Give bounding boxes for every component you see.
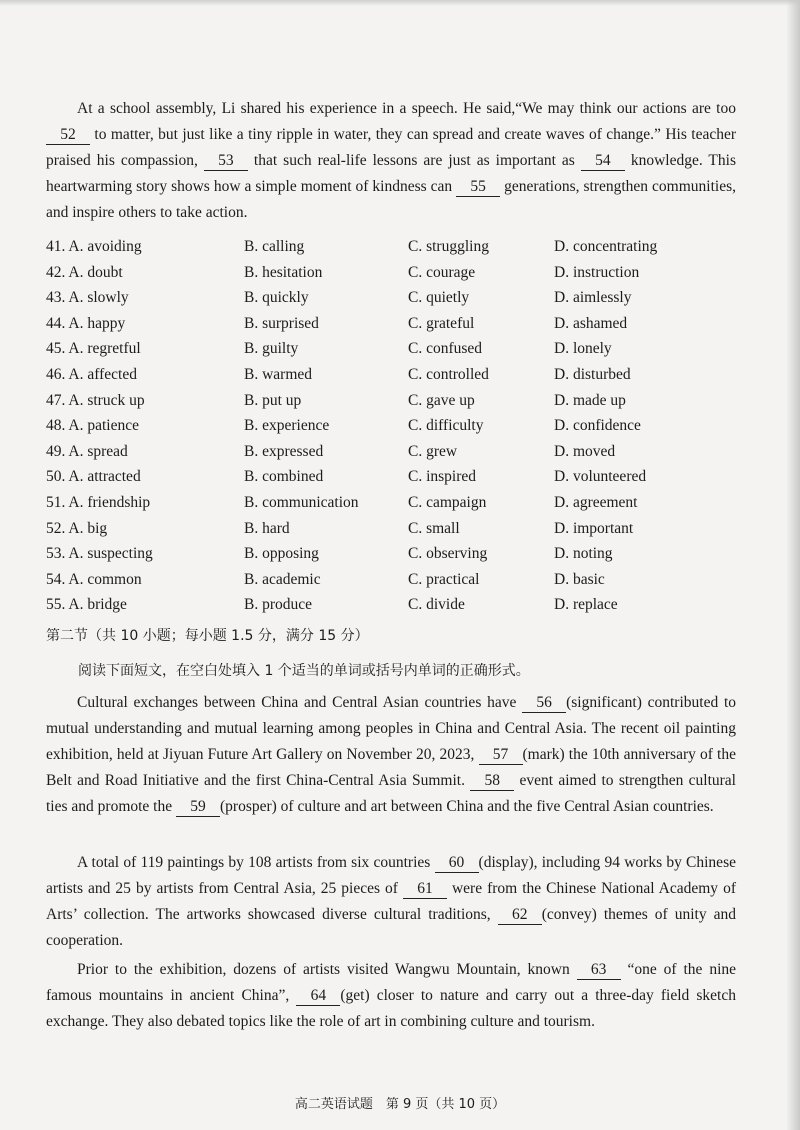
option-c: C. grateful [408, 314, 475, 332]
option-a: 53. A. suspecting [46, 545, 153, 563]
option-d: D. lonely [554, 340, 612, 358]
option-row [46, 592, 746, 618]
option-d: D. moved [554, 442, 616, 460]
option-b: B. calling [244, 238, 305, 255]
option-c: C. small [408, 519, 460, 537]
option-d: D. volunteered [554, 468, 647, 486]
passage-text: (get) closer to nature and carry out a three-day field sketch exchange. They also debated topics like the role of art in combining culture and tourism. [46, 987, 736, 1030]
blank-55: 55 [456, 178, 500, 197]
option-d: D. replace [554, 596, 618, 614]
option-d: D. ashamed [554, 314, 628, 332]
option-d: D. concentrating [554, 238, 658, 255]
option-row [46, 490, 746, 516]
blank-63: 63 [577, 961, 621, 980]
passage-text: were from the Chinese National Academy of Arts’ collection. The artworks showcased diverse cultural traditions, [46, 880, 736, 923]
option-a: 48. A. patience [46, 417, 139, 435]
option-b: B. hard [244, 519, 290, 537]
option-b: B. guilty [244, 340, 299, 358]
option-d: D. disturbed [554, 365, 631, 383]
option-c: C. struggling [408, 238, 489, 255]
passage-text: At a school assembly, Li shared his experience in a speech. He said,“We may think our actions are too [77, 100, 736, 117]
option-b: B. hesitation [244, 263, 323, 281]
option-a: 54. A. common [46, 570, 142, 588]
blank-58: 58 [470, 772, 514, 791]
option-a: 42. A. doubt [46, 263, 123, 281]
grammar-passage-paragraph-3 [46, 957, 736, 1035]
option-row [46, 260, 746, 286]
option-d: D. basic [554, 570, 605, 588]
section-heading: 第二节（共 10 小题；每小题 1.5 分，满分 15 分） [46, 628, 369, 644]
blank-61: 61 [403, 880, 447, 899]
option-a: 50. A. attracted [46, 468, 141, 486]
blank-53: 53 [204, 152, 248, 171]
blank-59: 59 [176, 798, 220, 817]
option-a: 52. A. big [46, 519, 108, 537]
option-b: B. produce [244, 596, 313, 614]
page-shadow-right [786, 0, 800, 1130]
option-b: B. expressed [244, 442, 324, 460]
option-row [46, 311, 746, 337]
option-c: C. gave up [408, 391, 475, 409]
passage-text: (convey) themes of unity and cooperation. [46, 906, 737, 949]
page-shadow-top [0, 0, 800, 6]
passage-text: Prior to the exhibition, dozens of artists visited Wangwu Mountain, known [77, 961, 577, 978]
option-a: 43. A. slowly [46, 289, 129, 307]
option-row [46, 362, 746, 388]
passage-text: (mark) the 10th anniversary of the Belt and Road Initiative and the first China-Central Asia Summit. [46, 746, 736, 789]
option-c: C. inspired [408, 468, 477, 486]
option-a: 49. A. spread [46, 442, 128, 460]
blank-56: 56 [522, 694, 566, 713]
cloze-passage-ending [46, 96, 736, 226]
passage-text: (prosper) of culture and art between China and the five Central Asian countries. [220, 798, 714, 815]
option-b: B. combined [244, 468, 324, 486]
option-c: C. divide [408, 596, 465, 614]
option-d: D. made up [554, 391, 626, 409]
option-row [46, 413, 746, 439]
option-row [46, 567, 746, 593]
passage-text: (display), including 94 works by Chinese artists and 25 by artists from Central Asia, 25 pieces of [46, 854, 736, 897]
option-d: D. instruction [554, 263, 640, 281]
option-d: D. confidence [554, 417, 641, 435]
option-a: 41. A. avoiding [46, 238, 142, 255]
page-footer: 高二英语试题 第 9 页（共 10 页） [294, 1097, 506, 1112]
option-c: C. observing [408, 545, 488, 563]
option-b: B. warmed [244, 365, 313, 383]
option-c: C. courage [408, 263, 476, 281]
option-row [46, 285, 746, 311]
passage-text: knowledge. This heartwarming story shows how a simple moment of kindness can [46, 152, 736, 195]
option-b: B. opposing [244, 545, 319, 563]
blank-60: 60 [435, 854, 479, 873]
passage-text: Cultural exchanges between China and Central Asian countries have [77, 694, 523, 711]
passage-text: that such real-life lessons are just as important as [247, 152, 581, 169]
passage-text: (significant) contributed to mutual understanding and mutual learning among peoples in China and Central Asia. The recent oil painting exhibition, held at Jiyuan Future Art Gallery on November 20, 2023, [46, 694, 736, 763]
option-d: D. noting [554, 545, 613, 563]
blank-57: 57 [479, 746, 523, 765]
blank-64: 64 [296, 987, 340, 1006]
option-row [46, 439, 746, 465]
option-c: C. practical [408, 570, 480, 588]
option-a: 46. A. affected [46, 365, 137, 383]
option-b: B. put up [244, 391, 302, 409]
option-d: D. important [554, 519, 634, 537]
blank-62: 62 [498, 906, 542, 925]
passage-text: to matter, but just like a tiny ripple in water, they can spread and create waves of change.” His teacher praised his compassion, [46, 126, 736, 169]
section-instruction: 阅读下面短文，在空白处填入 1 个适当的单词或括号内单词的正确形式。 [78, 663, 530, 679]
passage-text: generations, strengthen communities, and inspire others to take action. [46, 178, 736, 221]
option-c: C. campaign [408, 493, 487, 511]
grammar-passage-paragraph-2 [46, 850, 736, 954]
option-row [46, 541, 746, 567]
option-b: B. quickly [244, 289, 309, 307]
option-a: 51. A. friendship [46, 493, 151, 511]
option-c: C. grew [408, 442, 458, 460]
option-c: C. difficulty [408, 417, 484, 435]
answer-options [46, 234, 746, 618]
option-b: B. academic [244, 570, 321, 588]
passage-text: event aimed to strengthen cultural ties and promote the [46, 772, 736, 815]
option-row [46, 234, 746, 260]
option-row [46, 516, 746, 542]
option-a: 44. A. happy [46, 314, 126, 332]
passage-text: “one of the nine famous mountains in ancient China”, [46, 961, 737, 1004]
option-a: 55. A. bridge [46, 596, 127, 614]
option-d: D. agreement [554, 493, 638, 511]
option-c: C. confused [408, 340, 483, 358]
option-a: 47. A. struck up [46, 391, 145, 409]
option-b: B. communication [244, 493, 359, 511]
grammar-passage-paragraph-1 [46, 690, 736, 820]
option-b: B. surprised [244, 314, 319, 332]
blank-54: 54 [581, 152, 625, 171]
option-b: B. experience [244, 417, 330, 435]
option-row [46, 336, 746, 362]
option-row [46, 388, 746, 414]
option-d: D. aimlessly [554, 289, 632, 307]
option-a: 45. A. regretful [46, 340, 141, 358]
option-c: C. controlled [408, 365, 489, 383]
option-row [46, 464, 746, 490]
passage-text: A total of 119 paintings by 108 artists from six countries [77, 854, 435, 871]
blank-52: 52 [46, 126, 90, 145]
option-c: C. quietly [408, 289, 470, 307]
